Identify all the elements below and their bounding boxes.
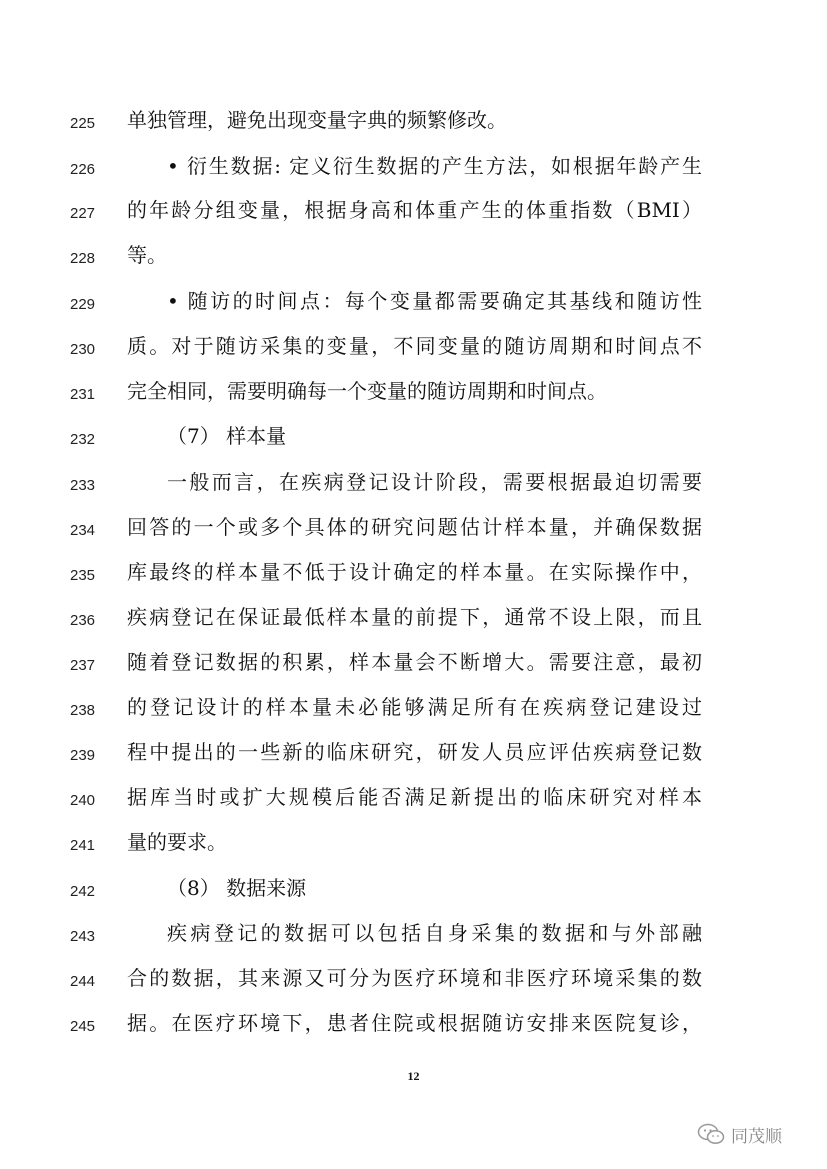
document-line <box>0 825 827 870</box>
line-text: 等。 <box>127 243 167 267</box>
document-line <box>0 735 827 780</box>
line-number: 225 <box>70 115 96 132</box>
line-number: 240 <box>70 792 96 809</box>
line-number: 241 <box>70 837 96 854</box>
line-number: 231 <box>70 386 96 403</box>
line-number: 237 <box>70 657 96 674</box>
document-line <box>0 780 827 825</box>
line-number: 236 <box>70 612 96 629</box>
line-text: 单独管理，避免出现变量字典的频繁修改。 <box>127 108 507 132</box>
line-text: 完全相同，需要明确每一个变量的随访周期和时间点。 <box>127 379 607 403</box>
line-text: 据库当时或扩大规模后能否满足新提出的临床研究对样本 <box>127 785 702 809</box>
line-number: 238 <box>70 702 96 719</box>
line-text: 回答的一个或多个具体的研究问题估计样本量，并确保数据 <box>127 515 702 539</box>
line-number: 245 <box>70 1018 96 1035</box>
line-text: 随着登记数据的积累，样本量会不断增大。需要注意，最初 <box>127 650 702 674</box>
line-number: 239 <box>70 747 96 764</box>
line-text: 质。对于随访采集的变量，不同变量的随访周期和时间点不 <box>127 334 702 358</box>
line-text: 一般而言，在疾病登记设计阶段，需要根据最迫切需要 <box>167 470 702 494</box>
line-text: 疾病登记的数据可以包括自身采集的数据和与外部融 <box>167 921 702 945</box>
line-number: 233 <box>70 477 96 494</box>
line-text: 疾病登记在保证最低样本量的前提下，通常不设上限，而且 <box>127 605 702 629</box>
document-line <box>0 329 827 374</box>
document-line <box>0 555 827 600</box>
line-text: 量的要求。 <box>127 830 227 854</box>
line-number: 227 <box>70 205 96 222</box>
line-number: 244 <box>70 973 96 990</box>
line-text: • 衍生数据: 定义衍生数据的产生方法，如根据年龄产生 <box>167 154 702 178</box>
line-text: （7） 样本量 <box>167 424 287 448</box>
line-number: 235 <box>70 567 96 584</box>
line-number: 243 <box>70 928 96 945</box>
line-text: 据。在医疗环境下，患者住院或根据随访安排来医院复诊， <box>127 1011 702 1035</box>
document-line <box>0 916 827 961</box>
document-line <box>0 465 827 510</box>
line-text: 程中提出的一些新的临床研究，研发人员应评估疾病登记数 <box>127 740 702 764</box>
line-text: 库最终的样本量不低于设计确定的样本量。在实际操作中， <box>127 560 702 584</box>
line-number: 226 <box>70 161 96 178</box>
line-number: 228 <box>70 250 96 267</box>
document-line <box>0 871 827 916</box>
document-line <box>0 374 827 419</box>
document-line <box>0 419 827 464</box>
line-text: 的年龄分组变量，根据身高和体重产生的体重指数（BMI） <box>127 198 702 222</box>
line-number: 234 <box>70 522 96 539</box>
line-text: 的登记设计的样本量未必能够满足所有在疾病登记建设过 <box>127 695 702 719</box>
document-line <box>0 961 827 1006</box>
line-text: 合的数据，其来源又可分为医疗环境和非医疗环境采集的数 <box>127 966 702 990</box>
line-number: 230 <box>70 341 96 358</box>
document-line <box>0 690 827 735</box>
line-number: 232 <box>70 431 96 448</box>
document-line <box>0 1006 827 1051</box>
document-line <box>0 600 827 645</box>
wechat-icon <box>697 1123 725 1145</box>
line-text: • 随访的时间点：每个变量都需要确定其基线和随访性 <box>167 289 702 313</box>
line-number: 242 <box>70 883 96 900</box>
line-number: 229 <box>70 296 96 313</box>
document-line <box>0 103 827 148</box>
document-line <box>0 284 827 329</box>
document-line <box>0 193 827 238</box>
document-line <box>0 149 827 194</box>
page-number: 12 <box>407 1069 420 1083</box>
watermark-label: 同茂顺 <box>731 1126 782 1147</box>
document-line <box>0 645 827 690</box>
document-line <box>0 238 827 283</box>
watermark <box>697 1120 782 1148</box>
document-line <box>0 510 827 555</box>
line-text: （8） 数据来源 <box>167 876 307 900</box>
